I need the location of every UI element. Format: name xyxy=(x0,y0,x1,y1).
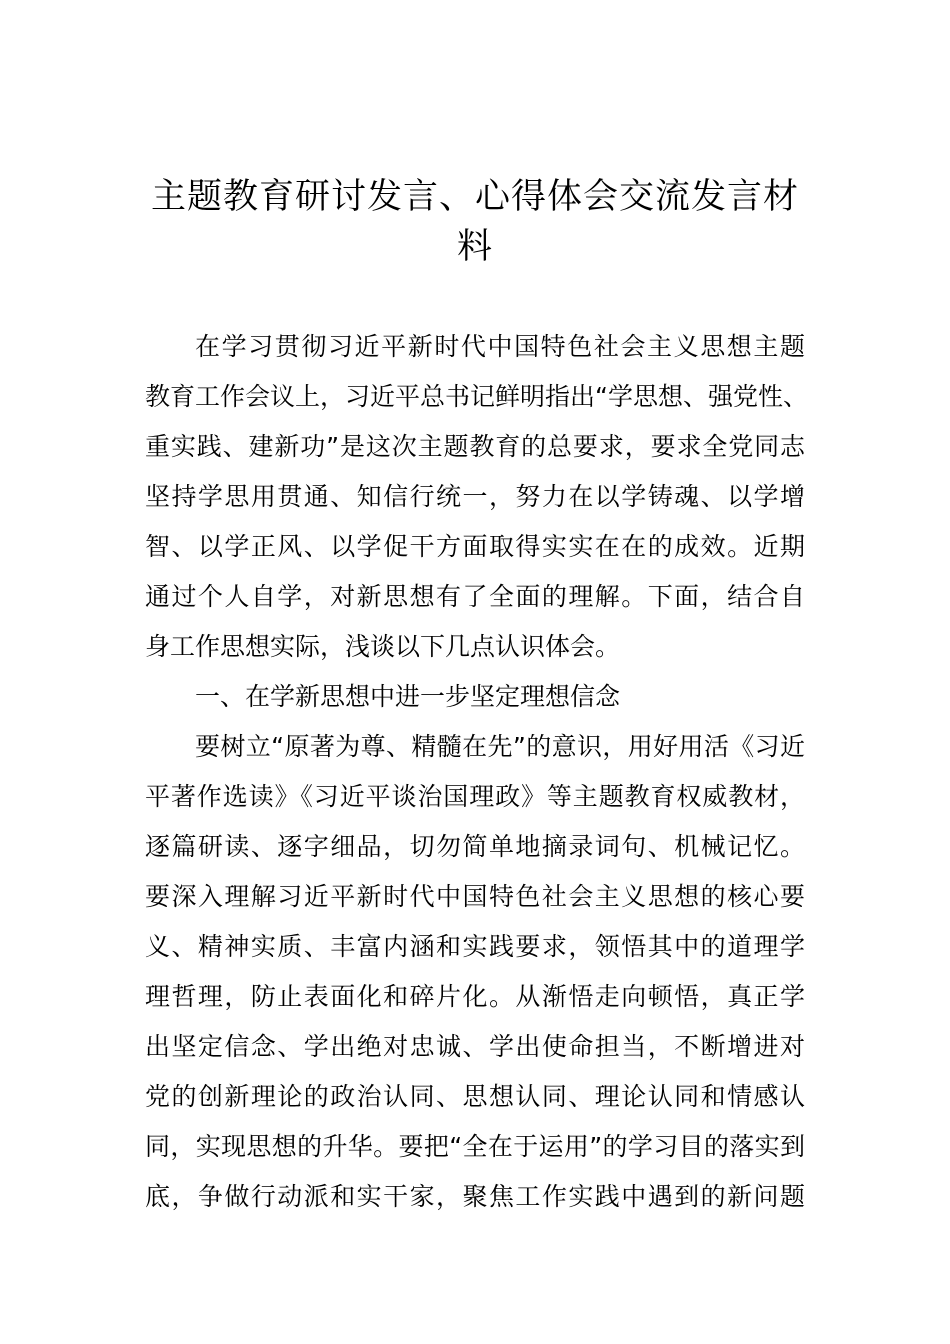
section-heading-1: 一、在学新思想中进一步坚定理想信念 xyxy=(195,682,621,711)
document-body xyxy=(145,322,808,1222)
document-title xyxy=(145,172,805,272)
text-line: 平著作选读》《习近平谈治国理政》等主题教育权威教材， xyxy=(145,782,805,811)
text-line: 逐篇研读、逐字细品，切勿简单地摘录词句、机械记忆。 xyxy=(145,832,805,861)
text-line: 坚持学思用贯通、知信行统一，努力在以学铸魂、以学增 xyxy=(145,482,805,511)
text-line: 智、以学正风、以学促干方面取得实实在在的成效。近期 xyxy=(145,532,805,561)
text-line: 要树立“原著为尊、精髓在先”的意识，用好用活《习近 xyxy=(195,732,805,761)
title-line-2: 料 xyxy=(456,227,493,267)
text-line: 重实践、建新功”是这次主题教育的总要求，要求全党同志 xyxy=(145,432,805,461)
text-line: 底，争做行动派和实干家，聚焦工作实践中遇到的新问题 xyxy=(145,1182,805,1211)
text-line: 教育工作会议上，习近平总书记鲜明指出“学思想、强党性、 xyxy=(145,382,808,411)
text-line: 通过个人自学，对新思想有了全面的理解。下面，结合自 xyxy=(145,582,805,611)
text-line: 党的创新理论的政治认同、思想认同、理论认同和情感认 xyxy=(145,1082,805,1111)
text-line: 出坚定信念、学出绝对忠诚、学出使命担当，不断增进对 xyxy=(145,1032,805,1061)
title-line-1: 主题教育研讨发言、心得体会交流发言材 xyxy=(150,177,799,217)
paragraph-intro xyxy=(145,322,808,672)
text-line: 身工作思想实际，浅谈以下几点认识体会。 xyxy=(145,632,621,661)
text-line: 在学习贯彻习近平新时代中国特色社会主义思想主题 xyxy=(195,332,805,361)
paragraph-section-1 xyxy=(145,722,805,1222)
text-line: 同，实现思想的升华。要把“全在于运用”的学习目的落实到 xyxy=(145,1132,805,1161)
text-line: 要深入理解习近平新时代中国特色社会主义思想的核心要 xyxy=(145,882,805,911)
text-line: 理哲理，防止表面化和碎片化。从渐悟走向顿悟，真正学 xyxy=(145,982,805,1011)
text-line: 义、精神实质、丰富内涵和实践要求，领悟其中的道理学 xyxy=(145,932,805,961)
